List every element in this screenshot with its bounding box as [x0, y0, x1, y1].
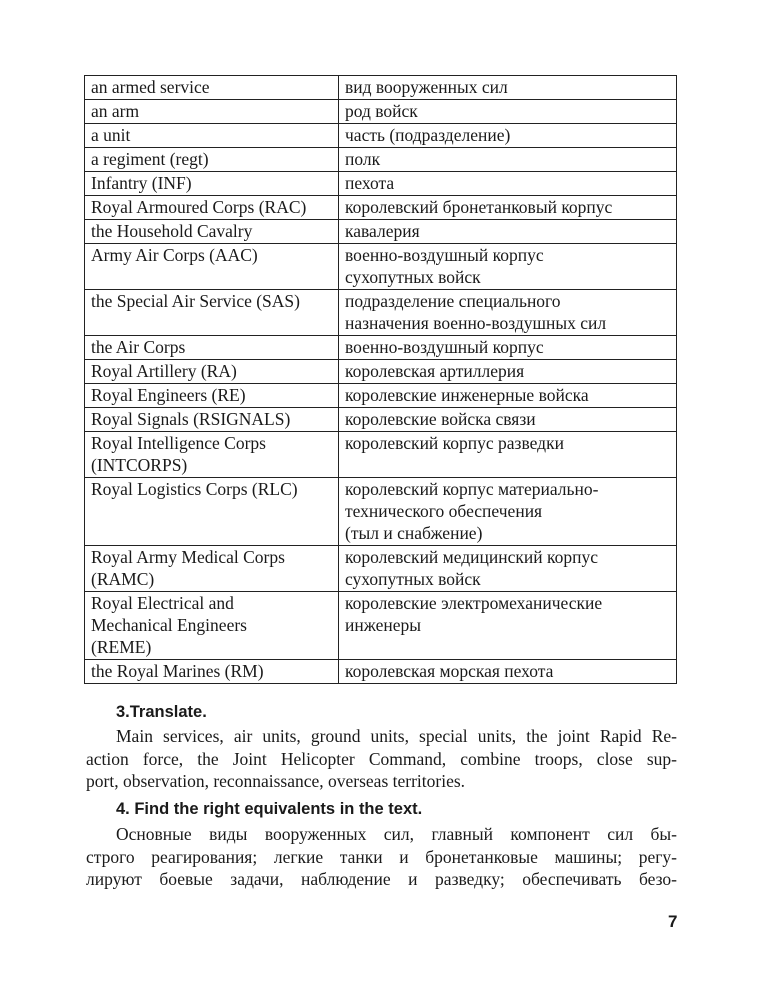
english-term-cell: the Household Cavalry — [85, 220, 339, 244]
english-term-cell: a regiment (regt) — [85, 148, 339, 172]
english-term-cell: Royal Logistics Corps (RLC) — [85, 478, 339, 546]
table-row — [85, 244, 677, 290]
table-row — [85, 220, 677, 244]
russian-translation-cell: королевская артиллерия — [339, 360, 677, 384]
russian-translation-cell: королевский корпус разведки — [339, 432, 677, 478]
table-row — [85, 384, 677, 408]
russian-translation-cell: кавалерия — [339, 220, 677, 244]
english-term-cell: Royal Engineers (RE) — [85, 384, 339, 408]
english-term-cell: an armed service — [85, 76, 339, 100]
russian-translation-cell: королевский медицинский корпус сухопутных войск — [339, 546, 677, 592]
russian-translation-cell: королевские войска связи — [339, 408, 677, 432]
english-term-cell: the Air Corps — [85, 336, 339, 360]
table-row — [85, 478, 677, 546]
russian-translation-cell: военно-воздушный корпус сухопутных войск — [339, 244, 677, 290]
exercise-4-heading: 4. Find the right equivalents in the text. — [116, 800, 423, 818]
english-term-cell: Royal Artillery (RA) — [85, 360, 339, 384]
table-row — [85, 124, 677, 148]
russian-translation-cell: королевские электромеханические инженеры — [339, 592, 677, 660]
english-term-cell: Royal Signals (RSIGNALS) — [85, 408, 339, 432]
table-row — [85, 148, 677, 172]
english-term-cell: Infantry (INF) — [85, 172, 339, 196]
text-line: port, observation, reconnaissance, overseas territories. — [86, 771, 466, 791]
russian-translation-cell: королевский корпус материально- технического обеспечения (тыл и снабжение) — [339, 478, 677, 546]
russian-translation-cell: военно-воздушный корпус — [339, 336, 677, 360]
english-term-cell: Royal Army Medical Corps (RAMC) — [85, 546, 339, 592]
english-term-cell: Army Air Corps (AAC) — [85, 244, 339, 290]
russian-translation-cell: полк — [339, 148, 677, 172]
english-term-cell: a unit — [85, 124, 339, 148]
exercise-4-text — [86, 823, 677, 891]
russian-translation-cell: королевский бронетанковый корпус — [339, 196, 677, 220]
russian-translation-cell: королевские инженерные войска — [339, 384, 677, 408]
russian-translation-cell: часть (подразделение) — [339, 124, 677, 148]
russian-translation-cell: пехота — [339, 172, 677, 196]
table-row — [85, 592, 677, 660]
vocabulary-table — [84, 75, 677, 684]
table-row — [85, 336, 677, 360]
exercise-3-heading: 3.Translate. — [116, 703, 207, 721]
table-row — [85, 172, 677, 196]
table-row — [85, 432, 677, 478]
page-number: 7 — [668, 912, 678, 931]
table-row — [85, 408, 677, 432]
text-line: строго реагирования; легкие танки и бронетанковые машины; регу- — [86, 846, 677, 867]
english-term-cell: the Special Air Service (SAS) — [85, 290, 339, 336]
table-row — [85, 290, 677, 336]
russian-translation-cell: вид вооруженных сил — [339, 76, 677, 100]
table-row — [85, 76, 677, 100]
text-line: лируют боевые задачи, наблюдение и разведку; обеспечивать безо- — [86, 869, 677, 889]
english-term-cell: Royal Armoured Corps (RAC) — [85, 196, 339, 220]
table-row — [85, 360, 677, 384]
english-term-cell: the Royal Marines (RM) — [85, 660, 339, 684]
exercise-3-text — [86, 725, 677, 793]
english-term-cell: an arm — [85, 100, 339, 124]
text-line: Основные виды вооруженных сил, главный компонент сил бы- — [116, 824, 677, 844]
text-line: action force, the Joint Helicopter Command, combine troops, close sup- — [86, 748, 677, 769]
russian-translation-cell: подразделение специального назначения военно-воздушных сил — [339, 290, 677, 336]
english-term-cell: Royal Electrical and Mechanical Engineers (REME) — [85, 592, 339, 660]
table-row — [85, 546, 677, 592]
table-row — [85, 196, 677, 220]
text-line: Main services, air units, ground units, special units, the joint Rapid Re- — [116, 726, 677, 746]
russian-translation-cell: королевская морская пехота — [339, 660, 677, 684]
table-row — [85, 660, 677, 684]
table-row — [85, 100, 677, 124]
russian-translation-cell: род войск — [339, 100, 677, 124]
english-term-cell: Royal Intelligence Corps (INTCORPS) — [85, 432, 339, 478]
